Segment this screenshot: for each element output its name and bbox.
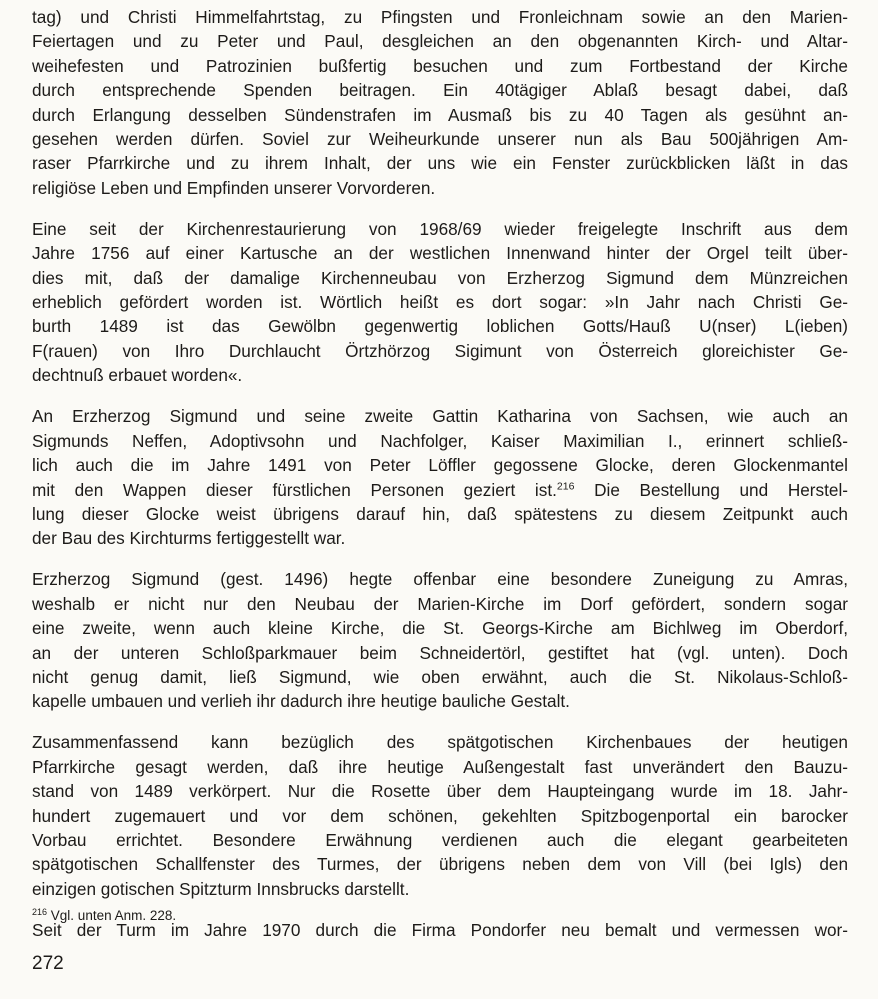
paragraph-4 [32,567,848,713]
text-segment: mit den Wappen dieser fürstlichen Personen geziert ist. [32,479,557,500]
text-line: tag) und Christi Himmelfahrtstag, zu Pfingsten und Fronleichnam sowie an den Marien- [32,7,848,27]
footnote-reference: 216 [556,479,575,492]
footnote [32,907,176,925]
text-line: Sigmunds Neffen, Adoptivsohn und Nachfolger, Kaiser Maximilian I., erinnert schließ- [32,430,848,451]
paragraph-1 [32,5,848,200]
paragraph-3 [32,404,848,550]
text-line: der Bau des Kirchturms fertiggestellt war. [32,528,346,549]
text-line: Vorbau errichtet. Besondere Erwähnung verdienen auch die elegant gearbeiteten [32,829,848,850]
text-line: Pfarrkirche gesagt werden, daß ihre heutige Außengestalt fast unverändert den Bauzu- [32,756,848,777]
paragraph-2 [32,217,848,388]
text-line: raser Pfarrkirche und zu ihrem Inhalt, der uns wie ein Fenster zurückblicken läßt in das [32,153,848,174]
text-line: erheblich gefördert worden ist. Wörtlich heißt es dort sogar: »In Jahr nach Christi Ge- [32,292,848,313]
text-line: dies mit, daß der damalige Kirchenneubau von Erzherzog Sigmund dem Münzreichen [32,267,848,288]
body-text [32,5,848,942]
text-line: Jahre 1756 auf einer Kartusche an der westlichen Innenwand hinter der Orgel teilt über- [32,243,848,264]
text-line: Zusammenfassend kann bezüglich des spätgotischen Kirchenbaues der heutigen [32,732,848,753]
text-line: spätgotischen Schallfenster des Turmes, der übrigens neben dem von Vill (bei Igls) den [32,854,848,875]
text-segment: Die Bestellung und Herstel- [574,479,848,500]
text-line: weshalb er nicht nur den Neubau der Marien-Kirche im Dorf gefördert, sondern sogar [32,593,848,614]
text-line: Eine seit der Kirchenrestaurierung von 1968/69 wieder freigelegte Inschrift aus dem [32,218,848,239]
text-line-with-footnote [32,478,848,502]
footnote-text: Vgl. unten Anm. 228. [50,908,177,923]
text-line: eine zweite, wenn auch kleine Kirche, die St. Georgs-Kirche am Bichlweg im Oberdorf, [32,618,848,639]
text-line: gesehen werden dürfen. Soviel zur Weiheurkunde unserer nun als Bau 500jährigen Am- [32,129,848,150]
text-line: hundert zugemauert und vor dem schönen, gekehlten Spitzbogenportal ein barocker [32,805,848,826]
text-line: lung dieser Glocke weist übrigens darauf hin, daß spätestens zu diesem Zeitpunkt auch [32,503,848,524]
page-number: 272 [32,953,64,974]
text-line: dechtnuß erbauet worden«. [32,365,243,386]
text-line: kapelle umbauen und verlieh ihr dadurch ihre heutige bauliche Gestalt. [32,691,570,712]
text-line: F(rauen) von Ihro Durchlaucht Örtzhörzog Sigimunt von Österreich gloreichister Ge- [32,340,848,361]
text-line: nicht genug damit, ließ Sigmund, wie oben erwähnt, auch die St. Nikolaus-Schloß- [32,666,848,687]
text-line: Seit der Turm im Jahre 1970 durch die Firma Pondorfer neu bemalt und vermessen wor- [32,919,848,940]
text-line: An Erzherzog Sigmund und seine zweite Gattin Katharina von Sachsen, wie auch an [32,406,848,427]
text-line: Erzherzog Sigmund (gest. 1496) hegte offenbar eine besondere Zuneigung zu Amras, [32,569,848,590]
text-line: stand von 1489 verkörpert. Nur die Rosette über dem Haupteingang wurde im 18. Jahr- [32,781,848,802]
text-line: lich auch die im Jahre 1491 von Peter Löffler gegossene Glocke, deren Glockenmantel [32,455,848,476]
footnote-number: 216 [32,907,48,917]
text-line: durch Erlangung desselben Sündenstrafen im Ausmaß bis zu 40 Tagen als gesühnt an- [32,104,848,125]
text-line: religiöse Leben und Empfinden unserer Vorvorderen. [32,177,436,198]
text-line: Feiertagen und zu Peter und Paul, desgleichen an den obgenannten Kirch- und Altar- [32,31,848,52]
text-line: an der unteren Schloßparkmauer beim Schneidertörl, gestiftet hat (vgl. unten). Doch [32,642,848,663]
text-line: durch entsprechende Spenden beitragen. Ein 40tägiger Ablaß besagt dabei, daß [32,80,848,101]
text-line: weihefesten und Patrozinien bußfertig besuchen und zum Fortbestand der Kirche [32,55,848,76]
paragraph-5 [32,730,848,901]
text-line: burth 1489 ist das Gewölbn gegenwertig loblichen Gotts/Hauß U(nser) L(ieben) [32,316,848,337]
text-line: einzigen gotischen Spitzturm Innsbrucks darstellt. [32,878,410,899]
